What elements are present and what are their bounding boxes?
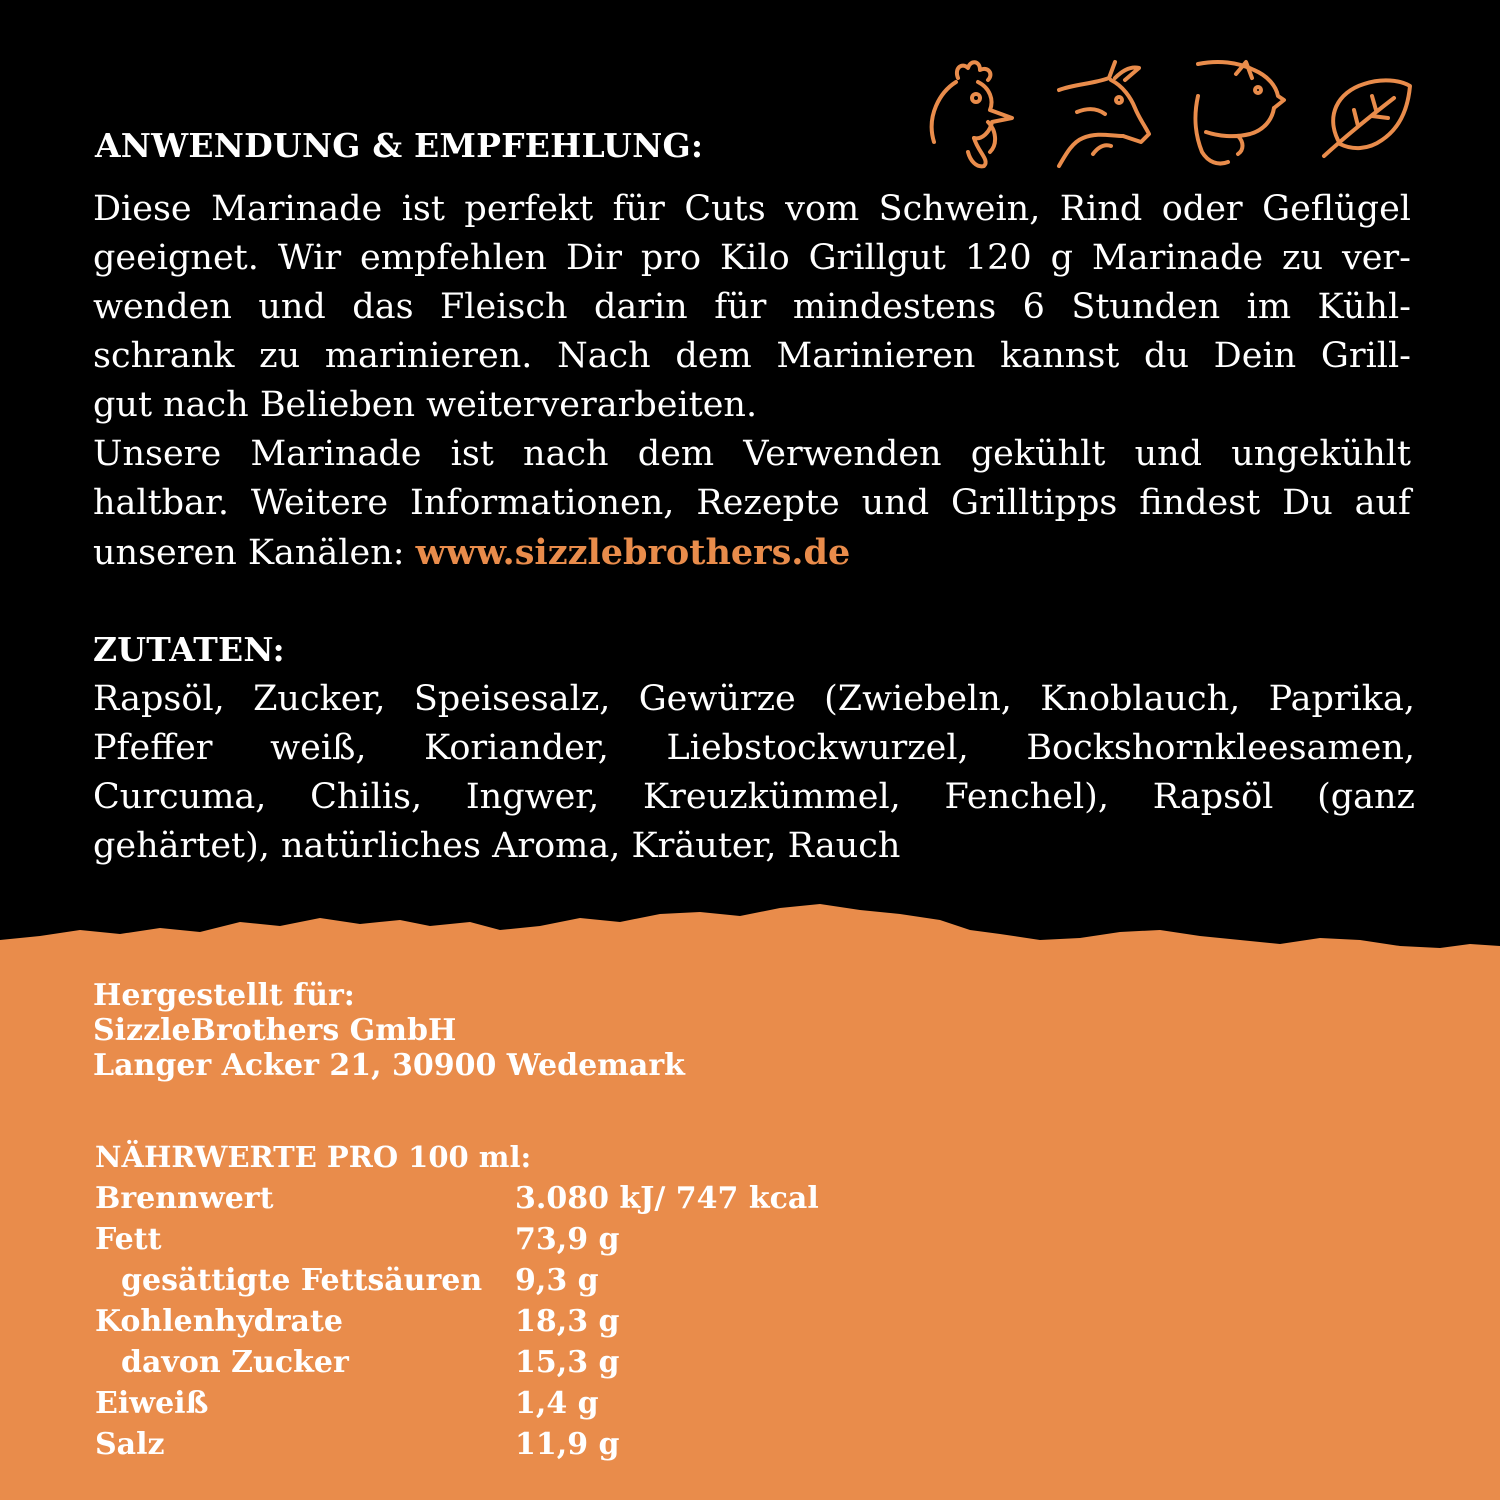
naehrwerte-row xyxy=(95,1181,895,1222)
naehrwerte-value: 11,9 g xyxy=(515,1427,620,1462)
naehrwerte-value: 9,3 g xyxy=(515,1263,599,1298)
anwendung-heading: ANWENDUNG & EMPFEHLUNG: xyxy=(95,126,704,165)
anwendung-text xyxy=(93,185,1411,578)
hersteller-line: Hergestellt für: xyxy=(93,978,355,1013)
naehrwerte-label: Salz xyxy=(95,1427,165,1462)
anwendung-line: geeignet. Wir empfehlen Dir pro Kilo Grillgut 120 g Marinade zu ver- xyxy=(93,238,1411,278)
zutaten-line: Pfeffer weiß, Koriander, Liebstockwurzel, Bockshornkleesamen, xyxy=(93,728,1415,768)
naehrwerte-row xyxy=(95,1222,895,1263)
anwendung-line: schrank zu marinieren. Nach dem Marinieren kannst du Dein Grill- xyxy=(93,336,1411,376)
anwendung-line: Unsere Marinade ist nach dem Verwenden gekühlt und ungekühlt xyxy=(93,434,1411,474)
naehrwerte-value: 15,3 g xyxy=(515,1345,620,1380)
anwendung-line: Diese Marinade ist perfekt für Cuts vom Schwein, Rind oder Geflügel xyxy=(93,189,1411,229)
naehrwerte-label: Brennwert xyxy=(95,1181,274,1216)
meat-type-icons xyxy=(918,56,1418,176)
hersteller-address: Langer Acker 21, 30900 Wedemark xyxy=(93,1048,685,1083)
pig-icon xyxy=(1188,56,1288,171)
hersteller-block xyxy=(93,978,685,1083)
zutaten-text xyxy=(93,675,1415,871)
anwendung-last-prefix: unseren Kanälen: xyxy=(93,533,416,573)
naehrwerte-row xyxy=(95,1304,895,1345)
hersteller-company: SizzleBrothers GmbH xyxy=(93,1013,457,1048)
naehrwerte-row xyxy=(95,1345,895,1386)
naehrwerte-value: 73,9 g xyxy=(515,1222,620,1257)
naehrwerte-value: 3.080 kJ/ 747 kcal xyxy=(515,1181,819,1216)
naehrwerte-label: Fett xyxy=(95,1222,162,1257)
website-link[interactable]: www.sizzlebrothers.de xyxy=(415,532,851,573)
naehrwerte-label: Eiweiß xyxy=(95,1386,209,1421)
naehrwerte-value: 18,3 g xyxy=(515,1304,620,1339)
naehrwerte-row xyxy=(95,1427,895,1468)
anwendung-last-line xyxy=(93,528,1411,578)
chicken-icon xyxy=(918,56,1018,171)
anwendung-line: gut nach Belieben weiterverarbeiten. xyxy=(93,385,758,425)
anwendung-line: wenden und das Fleisch darin für mindestens 6 Stunden im Kühl- xyxy=(93,287,1411,327)
zutaten-line: gehärtet), natürliches Aroma, Kräuter, Rauch xyxy=(93,826,901,866)
naehrwerte-value: 1,4 g xyxy=(515,1386,599,1421)
naehrwerte-row xyxy=(95,1263,895,1304)
zutaten-line: Rapsöl, Zucker, Speisesalz, Gewürze (Zwiebeln, Knoblauch, Paprika, xyxy=(93,679,1415,719)
naehrwerte-row xyxy=(95,1386,895,1427)
zutaten-line: Curcuma, Chilis, Ingwer, Kreuzkümmel, Fenchel), Rapsöl (ganz xyxy=(93,777,1415,817)
cow-icon xyxy=(1053,56,1153,171)
zutaten-heading: ZUTATEN: xyxy=(93,630,285,669)
naehrwerte-title: NÄHRWERTE PRO 100 ml: xyxy=(95,1140,532,1174)
naehrwerte-label: Kohlenhydrate xyxy=(95,1304,343,1339)
leaf-icon xyxy=(1318,56,1418,171)
anwendung-line: haltbar. Weitere Informationen, Rezepte und Grilltipps findest Du auf xyxy=(93,483,1411,523)
naehrwerte-label: gesättigte Fettsäuren xyxy=(121,1263,483,1298)
naehrwerte-label: davon Zucker xyxy=(121,1345,349,1380)
